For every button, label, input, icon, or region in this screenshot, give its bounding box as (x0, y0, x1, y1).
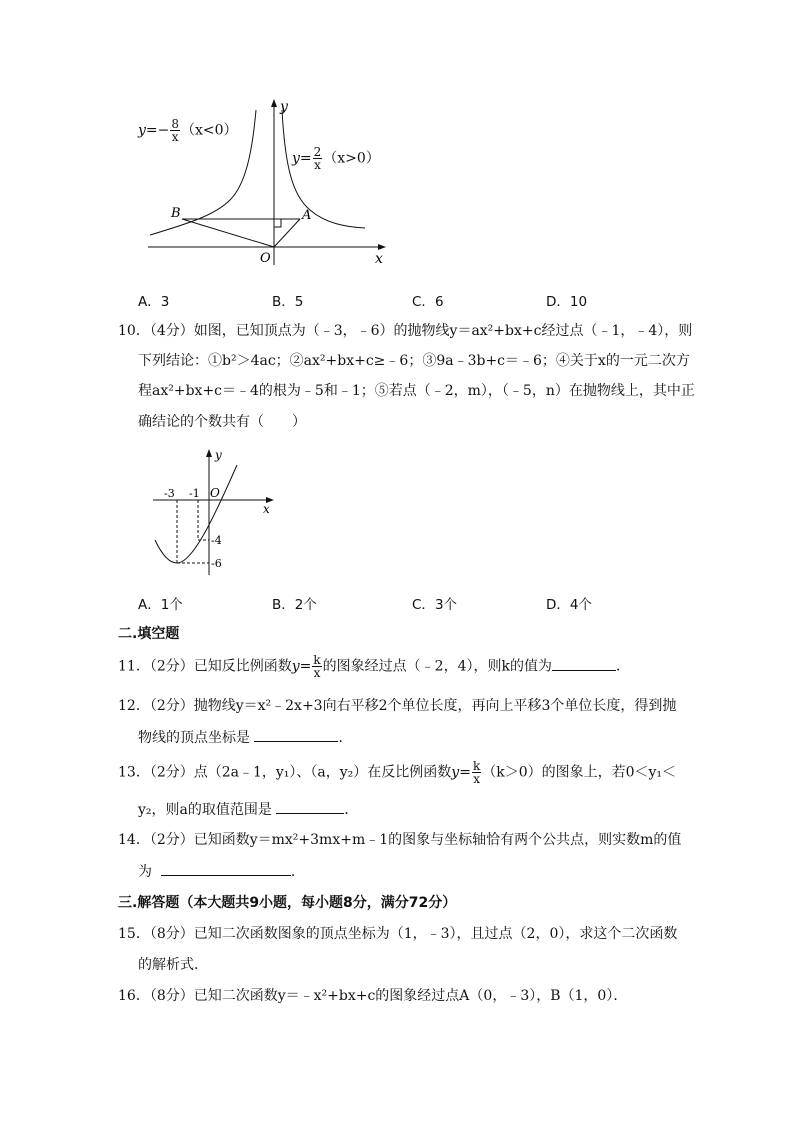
option-letter: B． (272, 294, 295, 310)
right-eq-cond: （x>0） (323, 150, 380, 167)
q11: 11．（2分）已知反比例函数y= $\frac{k}{x}$ 的图象经过点（﹣2，4），则k的值为 ． (118, 653, 630, 680)
q10-line-2: 下列结论：①b²＞4ac；②ax²+bx+c≥﹣6；③9a﹣3b+c＝﹣6；④关于x的一元二次方 (138, 353, 690, 369)
segment-OB (182, 219, 274, 247)
q14-line-1: 14．（2分）已知函数y＝mx²+3mx+m﹣1的图象与坐标轴恰有两个公共点，则实数m的值 (118, 832, 682, 848)
q12-end: ． (338, 730, 353, 746)
option-value: 4个 (569, 597, 592, 613)
q12-answer-blank[interactable] (254, 727, 338, 742)
q13-answer-blank[interactable] (276, 799, 344, 814)
x-axis-arrow (378, 244, 386, 250)
y-axis-arrow (206, 449, 212, 457)
q12-line2-text: 物线的顶点坐标是 (138, 730, 250, 746)
q13-end: ． (344, 802, 359, 818)
left-function-label (138, 118, 238, 143)
option-letter: B． (272, 597, 295, 613)
option-letter: A． (138, 294, 161, 310)
q11-den: x (313, 666, 321, 680)
q11-y: y (291, 658, 300, 675)
q13-num: k (472, 759, 481, 773)
q11-fraction (312, 654, 321, 679)
left-eq-cond: （x<0） (181, 122, 238, 139)
right-eq-prefix: y= (292, 150, 312, 167)
y-axis-label: y (215, 448, 222, 462)
tick-minus3: -3 (164, 487, 175, 500)
section-fill-in-heading: 二.填空题 (118, 626, 180, 642)
option-letter: D． (546, 597, 570, 613)
q12-line-2 (138, 727, 352, 748)
q14-line2-text: 为 (138, 864, 152, 880)
point-B-label: B (171, 206, 181, 221)
y-axis-arrow (271, 99, 277, 107)
q12-line-1: 12．（2分）抛物线y＝x²﹣2x+3向右平移2个单位长度，再向上平移3个单位长度，得到抛 (118, 698, 677, 714)
option-letter: C． (412, 597, 435, 613)
q10-option-d[interactable] (546, 593, 592, 613)
q13-line2-text: y₂，则a的取值范围是 (138, 802, 272, 818)
x-axis-label: x (263, 502, 270, 516)
right-eq-num: 2 (313, 145, 322, 159)
q13-line-2 (138, 799, 358, 820)
origin-label: O (260, 251, 271, 266)
tick-minus4: -4 (211, 534, 222, 547)
q10-line-4: 确结论的个数共有（ ） (138, 414, 306, 430)
option-value: 3 (160, 294, 170, 310)
q13-den: x (473, 772, 480, 786)
left-eq-fraction (170, 118, 180, 143)
q10-option-b[interactable] (272, 593, 317, 613)
option-letter: A． (138, 597, 161, 613)
segment-OA (274, 219, 300, 247)
option-value: 2个 (294, 597, 317, 613)
left-eq-num: 8 (171, 117, 180, 131)
q13-y: y (451, 764, 460, 781)
x-axis-label: x (375, 251, 383, 267)
right-angle-mark (274, 219, 281, 227)
q15-line-2: 的解析式． (138, 957, 208, 973)
q11-end: ． (615, 658, 630, 675)
y-axis-label: y (280, 99, 288, 115)
q9-option-c[interactable] (412, 290, 444, 310)
right-function-label (292, 146, 380, 171)
q10-line-1: 10．（4分）如图，已知顶点为（﹣3，﹣6）的抛物线y＝ax²+bx+c经过点（﹣1，﹣4），则 (118, 323, 693, 339)
left-eq-prefix: y=− (138, 122, 170, 139)
point-A-label: A (302, 208, 312, 223)
q14-answer-blank[interactable] (161, 861, 291, 876)
q13-pre: 13．（2分）点（2a﹣1，y₁）、（a，y₂）在反比例函数 (118, 764, 452, 781)
q11-pre: 11．（2分）已知反比例函数 (118, 658, 292, 675)
option-value: 10 (569, 294, 588, 310)
right-eq-den: x (314, 158, 321, 172)
option-value: 1个 (160, 597, 183, 613)
q10-option-a[interactable] (138, 593, 183, 613)
tick-minus6: -6 (211, 557, 222, 570)
option-value: 5 (294, 294, 304, 310)
right-eq-fraction (313, 146, 323, 171)
q9-option-a[interactable] (138, 290, 169, 310)
q11-post: 的图象经过点（﹣2，4），则k的值为 (322, 658, 552, 675)
left-eq-den: x (171, 130, 179, 144)
section-solve-heading: 三.解答题（本大题共9小题，每小题8分，满分72分） (118, 895, 457, 911)
q13-post: （k＞0）的图象上，若0＜y₁＜ (482, 764, 677, 781)
q13-fraction (472, 760, 481, 785)
q11-answer-blank[interactable] (552, 656, 616, 671)
origin-label: O (210, 486, 220, 500)
option-letter: C． (412, 294, 435, 310)
parabola-figure (145, 445, 285, 580)
option-letter: D． (546, 294, 570, 310)
q16-line-1: 16．（8分）已知二次函数y＝﹣x²+bx+c的图象经过点A（0，﹣3），B（1，0）． (118, 988, 628, 1004)
q13-line-1: 13．（2分）点（2a﹣1，y₁）、（a，y₂）在反比例函数y= $\frac{k}{x}$ （k＞0）的图象上，若0＜y₁＜ (118, 759, 677, 786)
q9-option-b[interactable] (272, 290, 303, 310)
parabola-curve (155, 465, 237, 563)
q10-line-3: 程ax²+bx+c＝﹣4的根为﹣5和﹣1；⑤若点（﹣2，m），（﹣5，n）在抛物线上，其中正 (138, 383, 695, 399)
q15-line-1: 15．（8分）已知二次函数图象的顶点坐标为（1，﹣3），且过点（2，0），求这个二次函数 (118, 926, 678, 942)
option-value: 3个 (434, 597, 458, 613)
q11-num: k (313, 653, 321, 667)
option-value: 6 (434, 294, 444, 310)
q10-option-c[interactable] (412, 593, 457, 613)
q14-end: ． (290, 864, 305, 880)
tick-minus1: -1 (189, 487, 200, 500)
q14-line-2 (138, 861, 305, 882)
q9-option-d[interactable] (546, 290, 587, 310)
